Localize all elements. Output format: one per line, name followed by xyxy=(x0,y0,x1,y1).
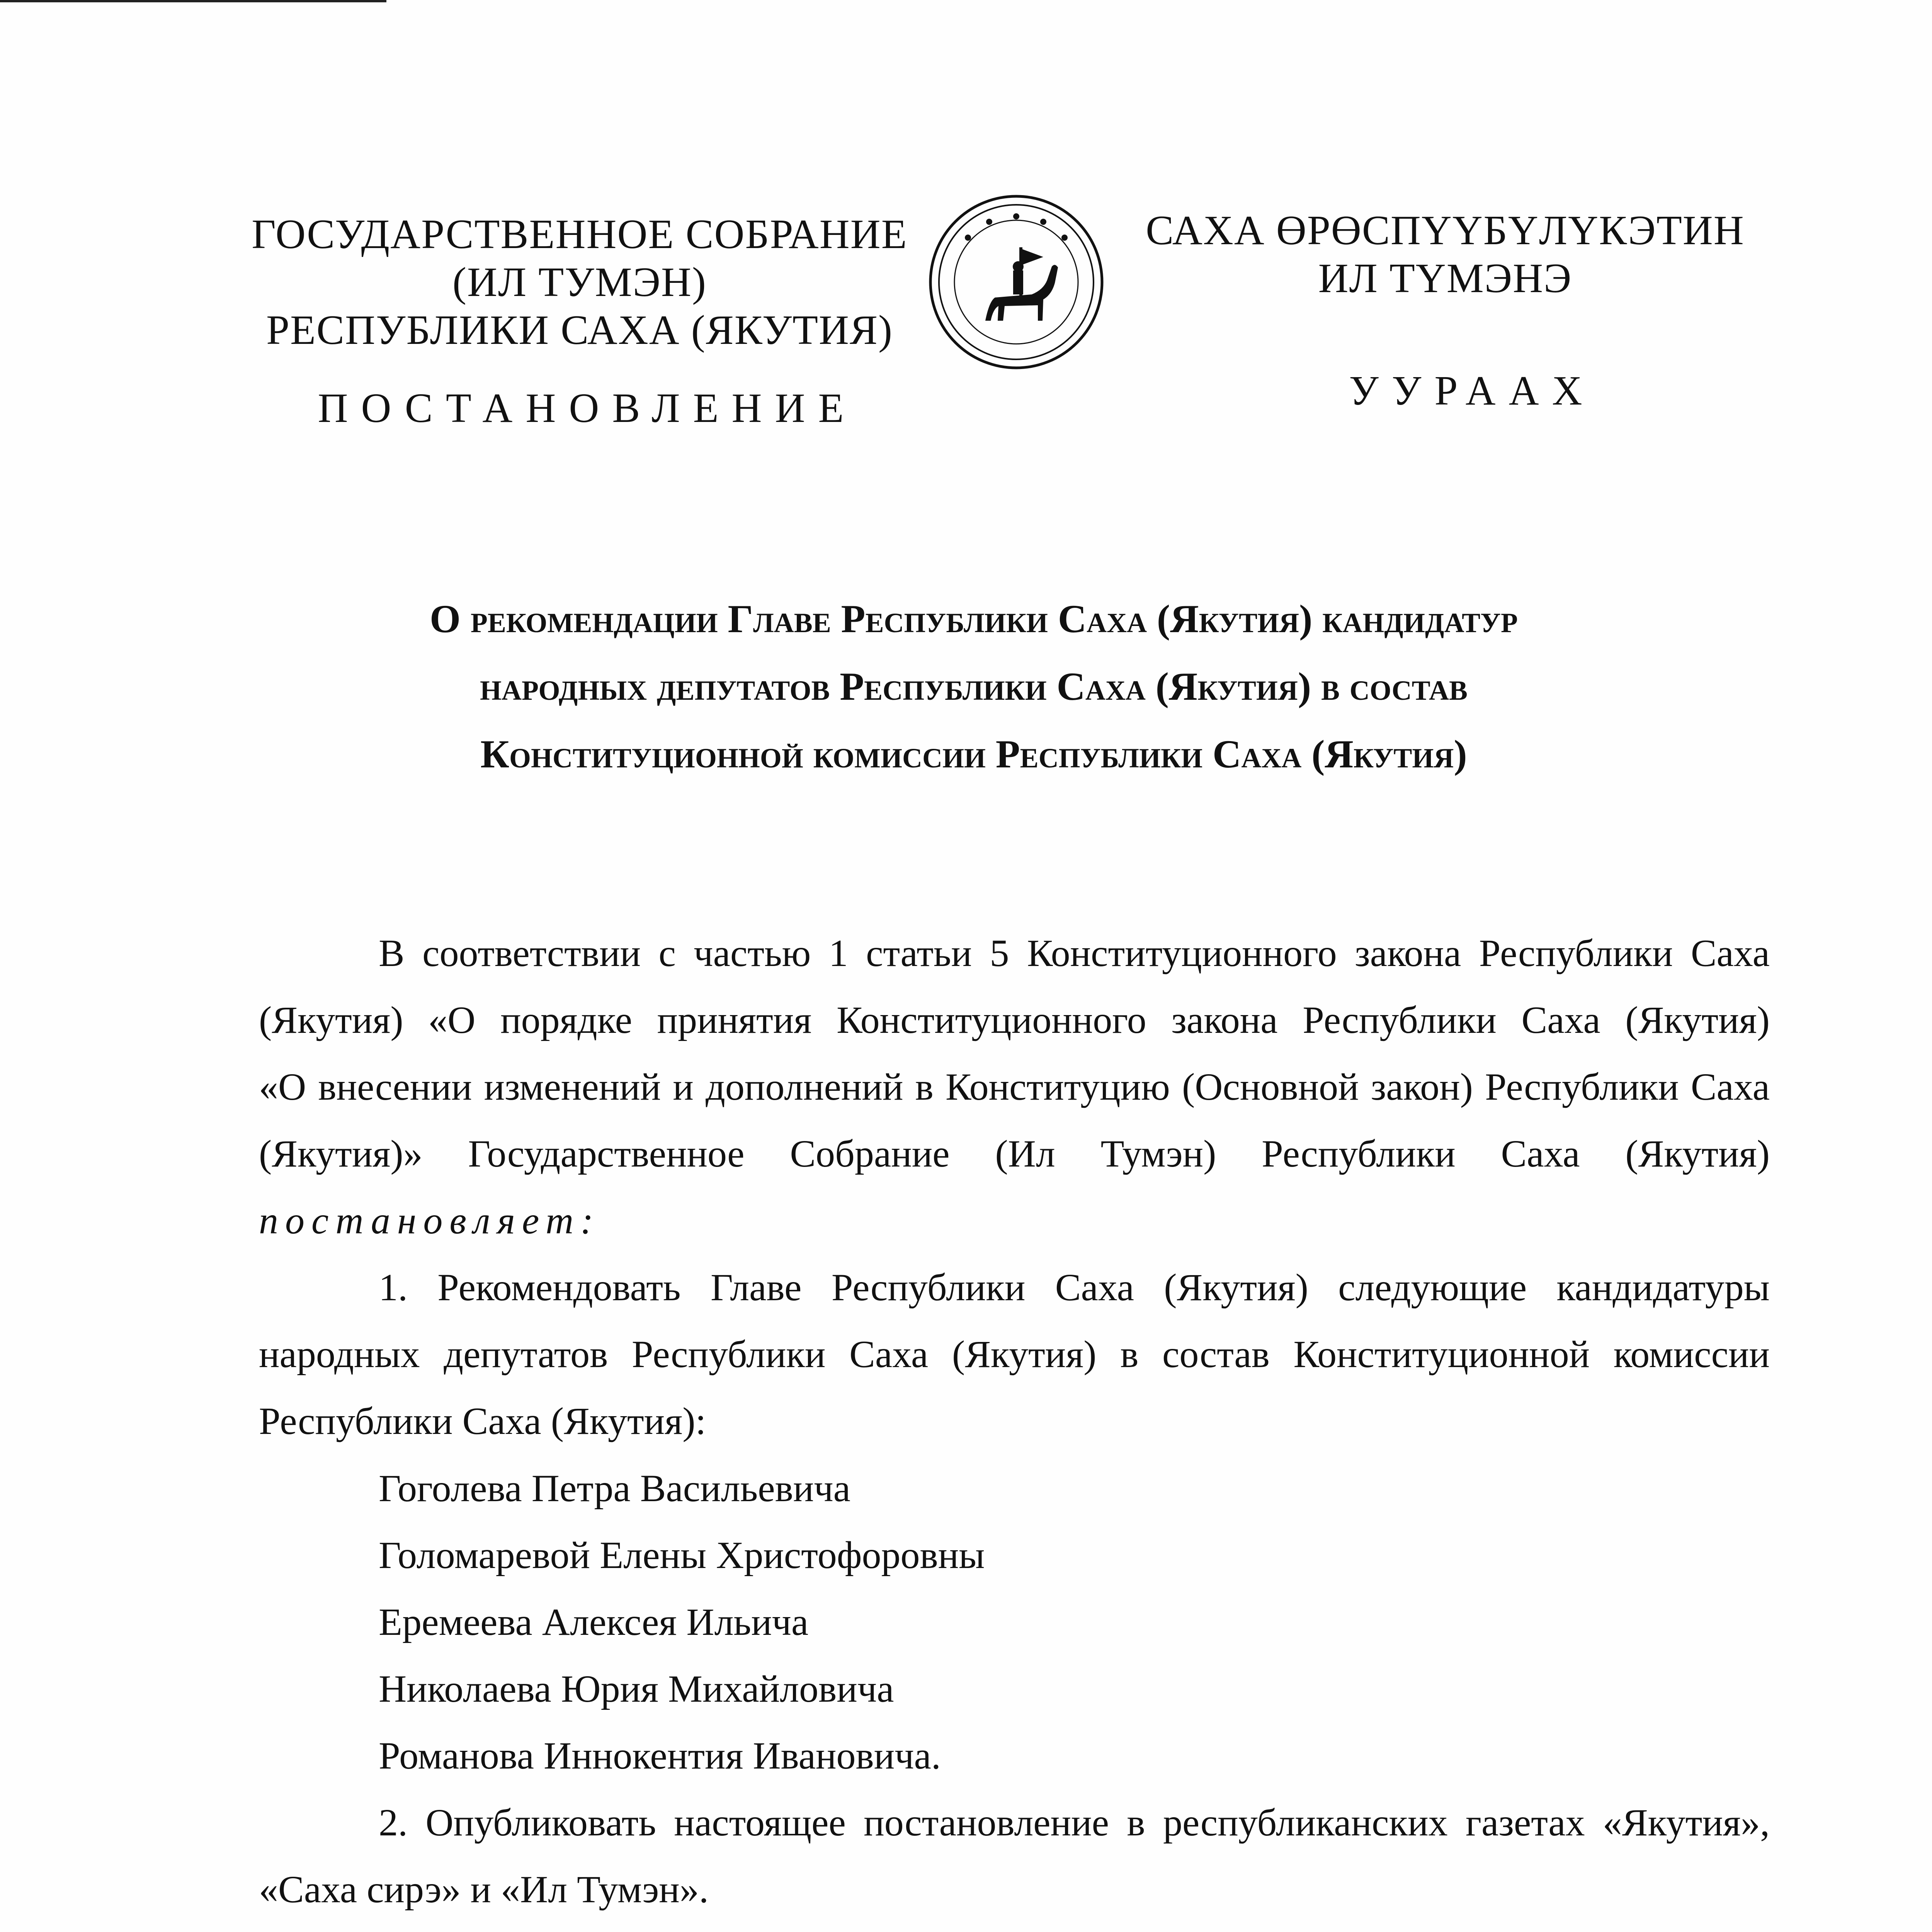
republic-sakha-emblem-icon xyxy=(927,193,1105,371)
preamble-line4: (Якутия)» Государственное Собрание (Ил Тумэн) Республики Саха (Якутия) xyxy=(259,1132,1770,1175)
header-right-line2: ИЛ ТҮМЭНЭ xyxy=(1318,255,1572,301)
candidate-3: Еремеева Алексея Ильича xyxy=(379,1600,809,1643)
preamble-paragraph xyxy=(259,920,1770,1254)
document-title xyxy=(309,585,1638,788)
header-left-line1: ГОСУДАРСТВЕННОЕ СОБРАНИЕ xyxy=(252,211,908,257)
candidate-5: Романова Иннокентия Ивановича. xyxy=(379,1734,941,1777)
header-right-line1: САХА ӨРӨСПҮҮБҮЛҮКЭТИН xyxy=(1146,207,1745,253)
item3-paragraph xyxy=(379,1923,1529,1932)
header-right-sakha xyxy=(1124,207,1766,303)
item2-paragraph xyxy=(259,1789,1770,1923)
item2-line2: «Саха сирэ» и «Ил Тумэн». xyxy=(259,1868,709,1911)
item1-paragraph xyxy=(259,1254,1770,1454)
title-line2: народных депутатов Республики Саха (Якутия) в состав xyxy=(480,665,1468,709)
item1-line1: 1. Рекомендовать Главе Республики Саха (Якутия) следующие кандидатуры xyxy=(379,1266,1770,1309)
doc-type-postanovlenie: ПОСТАНОВЛЕНИЕ xyxy=(318,385,857,431)
header-left-russian xyxy=(247,211,912,354)
title-line3: Конституционной комиссии Республики Саха (Якутия) xyxy=(480,732,1467,776)
header-left-line3: РЕСПУБЛИКИ САХА (ЯКУТИЯ) xyxy=(266,307,893,353)
item1-line3: Республики Саха (Якутия): xyxy=(259,1400,706,1442)
candidate-2: Голомаревой Елены Христофоровны xyxy=(379,1534,985,1577)
scan-edge-line xyxy=(0,0,386,2)
candidate-1: Гоголева Петра Васильевича xyxy=(379,1467,850,1510)
preamble-line2: (Якутия) «О порядке принятия Конституционного закона Республики Саха (Якутия) xyxy=(259,998,1770,1041)
title-line1: О рекомендации Главе Республики Саха (Якутия) кандидатур xyxy=(429,597,1518,641)
item2-line1: 2. Опубликовать настоящее постановление в республиканских газетах «Якутия», xyxy=(379,1801,1770,1844)
candidate-4: Николаева Юрия Михайловича xyxy=(379,1667,894,1710)
doc-type-uuraax: УУРААХ xyxy=(1349,368,1595,414)
item1-line2: народных депутатов Республики Саха (Якутия) в состав Конституционной комиссии xyxy=(259,1333,1770,1376)
header-left-line2: (ИЛ ТУМЭН) xyxy=(452,259,707,305)
preamble-line1: В соответствии с частью 1 статьи 5 Конституционного закона Республики Саха xyxy=(379,932,1770,975)
decree-word: постановляет: xyxy=(259,1199,600,1242)
preamble-line3: «О внесении изменений и дополнений в Конституцию (Основной закон) Республики Саха xyxy=(259,1065,1770,1108)
